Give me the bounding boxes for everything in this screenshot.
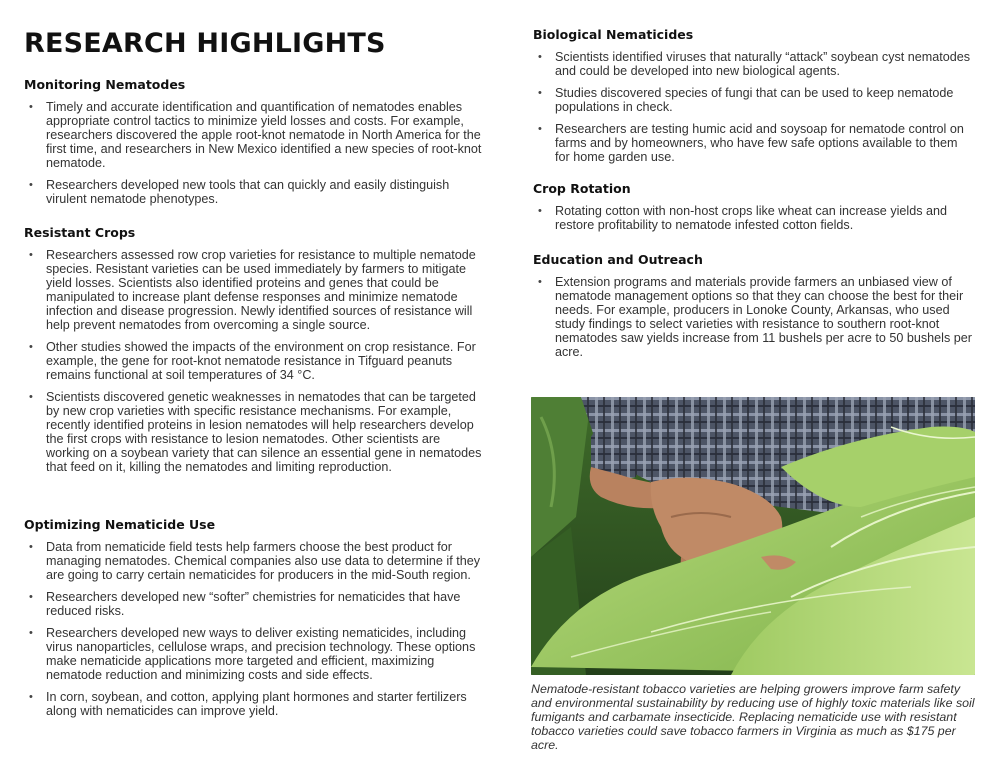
list-item <box>24 590 484 618</box>
section-heading: Education and Outreach <box>533 252 703 267</box>
bullet-list <box>533 50 975 164</box>
section-heading: Resistant Crops <box>24 225 136 240</box>
bullet-icon: • <box>538 87 542 99</box>
list-item-text: Scientists discovered genetic weaknesses in nematodes that can be targeted by new crop varieties with specific resistance mechanisms. For example, recently identified proteins in lesion nematodes will help researchers develop the first crops with resistance to lesion nematodes. Other scientists are working on a soybean variety that can silence an essential gene in nematodes that feed on it, killing the nematodes and limiting reproduction. <box>46 390 482 474</box>
bullet-icon: • <box>29 591 33 603</box>
bullet-icon: • <box>29 627 33 639</box>
list-item <box>24 178 484 206</box>
list-item <box>24 100 484 170</box>
section-education-outreach <box>533 252 975 367</box>
bullet-icon: • <box>29 101 33 113</box>
list-item-text: Timely and accurate identification and quantification of nematodes enables appropriate control tactics to minimize yield losses and costs. For example, researchers discovered the apple root-knot nematode in North America for the first time, and researchers in New Mexico identified a new species of root-knot nematode. <box>46 100 482 170</box>
bullet-icon: • <box>29 391 33 403</box>
section-heading: Optimizing Nematicide Use <box>24 517 216 532</box>
bullet-list <box>533 275 975 359</box>
bullet-icon: • <box>29 541 33 553</box>
list-item <box>24 340 484 382</box>
list-item <box>533 50 975 78</box>
page-title: RESEARCH HIGHLIGHTS <box>24 28 386 59</box>
section-monitoring-nematodes <box>24 77 484 214</box>
list-item <box>24 540 484 582</box>
bullet-list <box>24 100 484 206</box>
bullet-list <box>24 248 484 474</box>
list-item-text: Data from nematicide field tests help farmers choose the best product for managing nematodes. Chemical companies also use data to determine if they are going to carry certain nematicides for producers in the mid-South region. <box>46 540 481 582</box>
bullet-icon: • <box>538 123 542 135</box>
list-item-text: Researchers are testing humic acid and soysoap for nematode control on farms and by homeowners, who have few safe options available to them for home garden use. <box>555 122 964 164</box>
section-optimizing-nematicide-use <box>24 517 484 726</box>
tobacco-leaves-photo <box>531 397 975 675</box>
list-item <box>24 626 484 682</box>
bullet-icon: • <box>538 205 542 217</box>
bullet-icon: • <box>538 276 542 288</box>
section-biological-nematicides <box>533 27 975 172</box>
list-item <box>24 690 484 718</box>
section-crop-rotation <box>533 181 975 240</box>
section-resistant-crops <box>24 225 484 482</box>
bullet-icon: • <box>29 179 33 191</box>
list-item-text: Scientists identified viruses that naturally “attack” soybean cyst nematodes and could be developed into new biological agents. <box>555 50 971 78</box>
list-item <box>533 275 975 359</box>
list-item-text: In corn, soybean, and cotton, applying plant hormones and starter fertilizers along with nematicides can improve yield. <box>46 690 467 718</box>
bullet-icon: • <box>29 691 33 703</box>
list-item-text: Researchers developed new “softer” chemistries for nematicides that have reduced risks. <box>46 590 461 618</box>
list-item <box>24 248 484 332</box>
list-item-text: Researchers developed new tools that can quickly and easily distinguish virulent nematode phenotypes. <box>46 178 450 206</box>
section-heading: Biological Nematicides <box>533 27 694 42</box>
list-item-text: Researchers assessed row crop varieties for resistance to multiple nematode species. Resistant varieties can be used immediately by farmers to mitigate yield losses. Scientists also identified proteins and genes that could be manipulated to increase plant defense responses and minimize nematode infection and disease progression. Newly identified sources of resistance will help prevent nematodes from overcoming a single source. <box>46 248 476 332</box>
list-item-text: Studies discovered species of fungi that can be used to keep nematode populations in check. <box>555 86 954 114</box>
bullet-icon: • <box>29 341 33 353</box>
list-item <box>533 86 975 114</box>
bullet-icon: • <box>29 249 33 261</box>
photo-caption: Nematode-resistant tobacco varieties are helping growers improve farm safety and environmental sustainability by reducing use of highly toxic materials like soil fumigants and carbamate insecticide. Replacing nematicide use with resistant tobacco varieties could save tobacco farmers in Virginia as much as $175 per acre. <box>531 682 975 752</box>
list-item-text: Rotating cotton with non-host crops like wheat can increase yields and restore profitability to nematode infested cotton fields. <box>555 204 948 232</box>
list-item-text: Extension programs and materials provide farmers an unbiased view of nematode management options so that they can choose the best for their needs. For example, producers in Lonoke County, Arkansas, who used study findings to select varieties with resistance to southern root-knot nematodes saw yields increase from 11 bushels per acre to 50 bushels per acre. <box>555 275 972 359</box>
list-item-text: Other studies showed the impacts of the environment on crop resistance. For example, the gene for root-knot nematode resistance in Tifguard peanuts remains functional at soil temperatures of 34 °C. <box>46 340 476 382</box>
list-item <box>533 122 975 164</box>
bullet-icon: • <box>538 51 542 63</box>
section-heading: Crop Rotation <box>533 181 631 196</box>
list-item-text: Researchers developed new ways to deliver existing nematicides, including virus nanoparticles, cellulose wraps, and precision technology. These options make nematicide applications more targeted and efficient, maximizing nematode reduction and minimizing costs and side effects. <box>46 626 476 682</box>
bullet-list <box>533 204 975 232</box>
section-heading: Monitoring Nematodes <box>24 77 186 92</box>
list-item <box>24 390 484 474</box>
bullet-list <box>24 540 484 718</box>
list-item <box>533 204 975 232</box>
